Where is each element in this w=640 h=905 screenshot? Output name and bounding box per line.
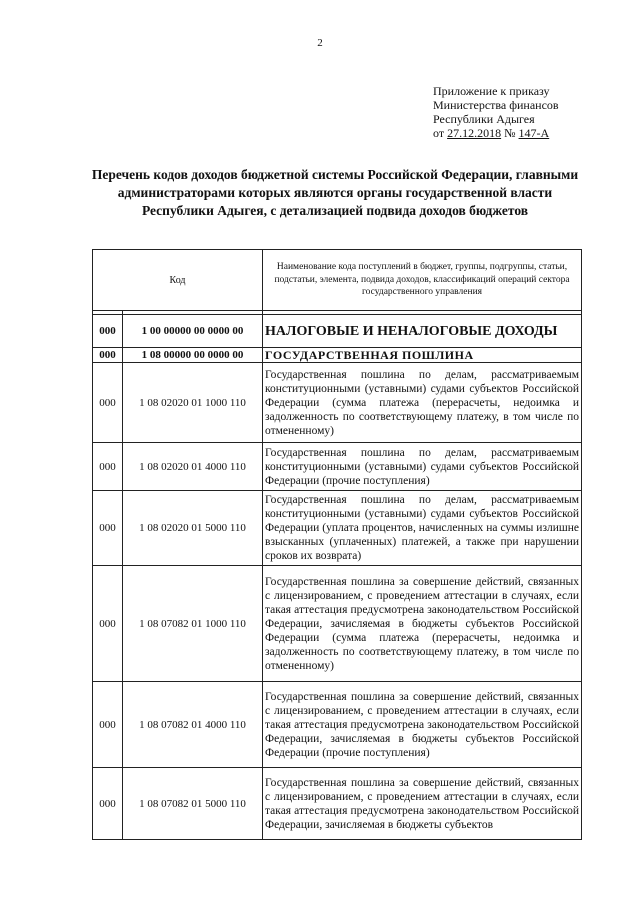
row-admin-code: 000 bbox=[93, 363, 123, 443]
row-name: НАЛОГОВЫЕ И НЕНАЛОГОВЫЕ ДОХОДЫ bbox=[263, 315, 582, 348]
row-budget-code: 1 08 07082 01 4000 110 bbox=[123, 682, 263, 768]
row-name: Государственная пошлина по делам, рассматриваемым конституционными (уставными) судами субъектов Российской Федерации (уплата процентов, начисленных на суммы излишне взысканных (уплаченных) платежей, а также при нарушении сроков их возврата) bbox=[263, 491, 582, 566]
table-header-row bbox=[93, 250, 582, 311]
appendix-line-3: Республики Адыгея bbox=[433, 112, 535, 126]
table-row bbox=[93, 682, 582, 768]
appendix-line-2: Министерства финансов bbox=[433, 98, 559, 112]
row-name: Государственная пошлина по делам, рассматриваемым конституционными (уставными) судами субъектов Российской Федерации (прочие поступления) bbox=[263, 443, 582, 491]
appendix-line-1: Приложение к приказу bbox=[433, 84, 550, 98]
header-code: Код bbox=[93, 250, 263, 311]
appendix-line-4 bbox=[433, 126, 559, 140]
row-budget-code: 1 08 07082 01 5000 110 bbox=[123, 768, 263, 840]
table-row bbox=[93, 443, 582, 491]
table-row bbox=[93, 768, 582, 840]
row-budget-code: 1 08 02020 01 5000 110 bbox=[123, 491, 263, 566]
row-budget-code: 1 08 00000 00 0000 00 bbox=[123, 348, 263, 363]
appendix-block bbox=[433, 84, 559, 140]
row-name: ГОСУДАРСТВЕННАЯ ПОШЛИНА bbox=[263, 348, 582, 363]
row-admin-code: 000 bbox=[93, 682, 123, 768]
row-admin-code: 000 bbox=[93, 315, 123, 348]
row-admin-code: 000 bbox=[93, 566, 123, 682]
table-row bbox=[93, 363, 582, 443]
table-row bbox=[93, 491, 582, 566]
row-budget-code: 1 08 07082 01 1000 110 bbox=[123, 566, 263, 682]
row-admin-code: 000 bbox=[93, 768, 123, 840]
table-row bbox=[93, 348, 582, 363]
page-number: 2 bbox=[317, 37, 323, 49]
appendix-number-label: № bbox=[501, 126, 519, 140]
row-name: Государственная пошлина за совершение действий, связанных с лицензированием, с проведением аттестации в случаях, если такая аттестация предусмотрена законодательством Российской Федерации, зачисляемая в бюджеты субъектов bbox=[263, 768, 582, 840]
row-name: Государственная пошлина за совершение действий, связанных с лицензированием, с проведением аттестации в случаях, если такая аттестация предусмотрена законодательством Российской Федерации, зачисляемая в бюджеты субъектов Российской Федерации (сумма платежа (перерасчеты, недоимка и задолженность по соответствующему платежу, в том числе по отмененному) bbox=[263, 566, 582, 682]
appendix-date: 27.12.2018 bbox=[447, 126, 502, 140]
row-admin-code: 000 bbox=[93, 491, 123, 566]
appendix-date-prefix: от bbox=[433, 126, 448, 140]
row-budget-code: 1 00 00000 00 0000 00 bbox=[123, 315, 263, 348]
appendix-number: 147-А bbox=[518, 126, 550, 140]
row-admin-code: 000 bbox=[93, 348, 123, 363]
row-budget-code: 1 08 02020 01 1000 110 bbox=[123, 363, 263, 443]
table-row bbox=[93, 315, 582, 348]
row-name: Государственная пошлина по делам, рассматриваемым конституционными (уставными) судами субъектов Российской Федерации (сумма платежа (перерасчеты, недоимка и задолженность по соответствующему платежу, в том числе по отмененному) bbox=[263, 363, 582, 443]
table-row bbox=[93, 566, 582, 682]
header-name: Наименование кода поступлений в бюджет, группы, подгруппы, статьи, подстатьи, элемента, подвида доходов, классификаций операций сектора государственного управления bbox=[263, 250, 582, 311]
row-admin-code: 000 bbox=[93, 443, 123, 491]
row-name: Государственная пошлина за совершение действий, связанных с лицензированием, с проведением аттестации в случаях, если такая аттестация предусмотрена законодательством Российской Федерации, зачисляемая в бюджеты субъектов Российской Федерации (прочие поступления) bbox=[263, 682, 582, 768]
document-title: Перечень кодов доходов бюджетной системы Российской Федерации, главными администраторами которых являются органы государственной власти Республики Адыгея, с детализацией подвида доходов бюджетов bbox=[91, 167, 579, 218]
codes-table bbox=[92, 249, 582, 840]
row-budget-code: 1 08 02020 01 4000 110 bbox=[123, 443, 263, 491]
